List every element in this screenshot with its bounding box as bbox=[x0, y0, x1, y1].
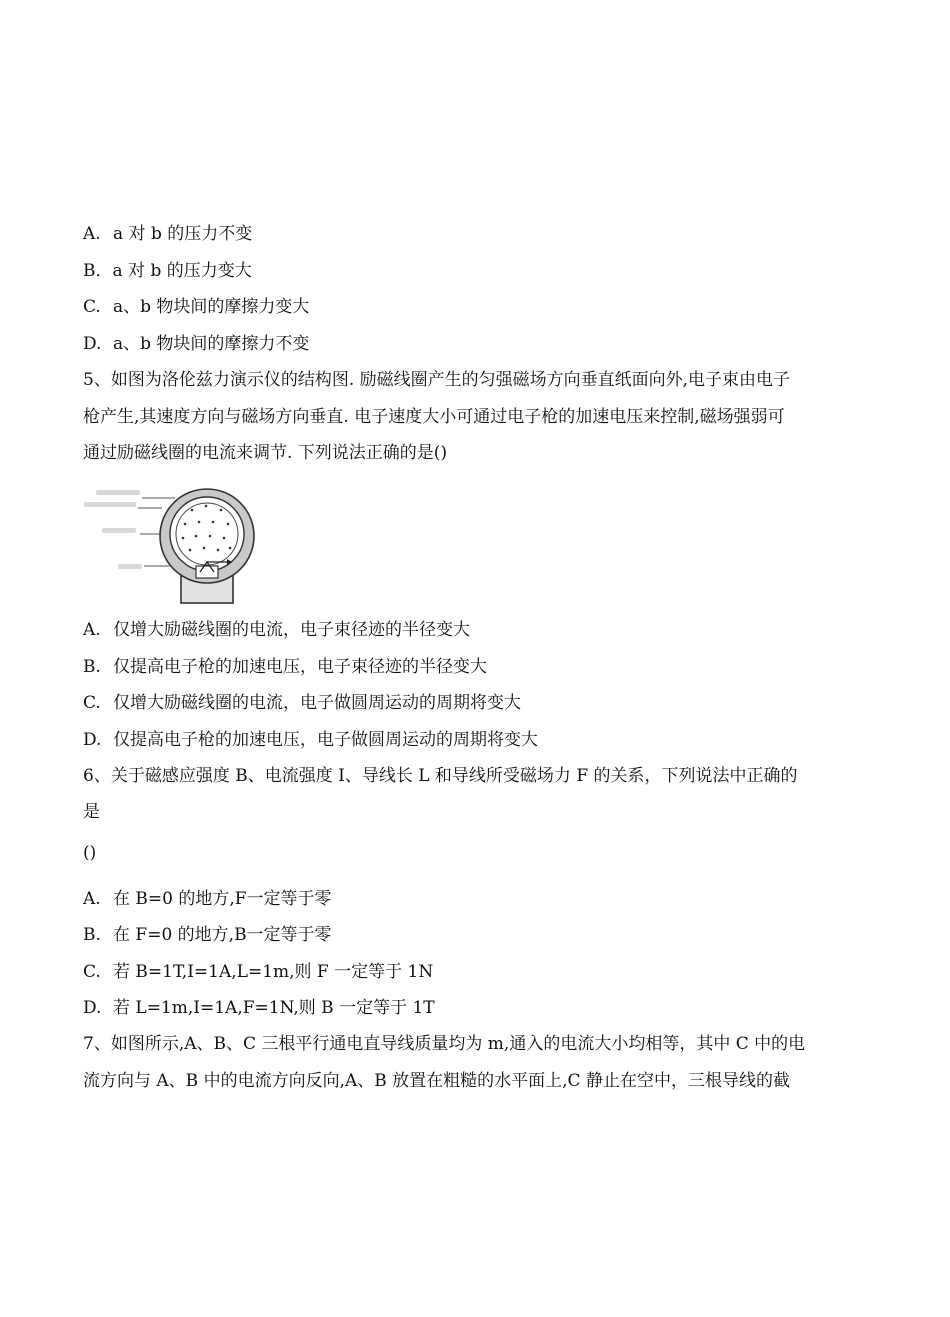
option-text: a 对 b 的压力不变 bbox=[113, 224, 253, 244]
q4-option-d bbox=[83, 333, 309, 355]
option-letter: A. bbox=[83, 620, 101, 640]
option-letter: B. bbox=[83, 657, 101, 677]
q5-option-d bbox=[83, 729, 538, 751]
q6-option-a bbox=[83, 888, 332, 910]
bulb-neck bbox=[196, 566, 218, 578]
option-letter: A. bbox=[83, 889, 101, 909]
option-text: 若 B=1T,I=1A,L=1m,则 F 一定等于 1N bbox=[113, 962, 434, 982]
q4-option-b bbox=[83, 260, 252, 282]
q5-stem-line-2: 枪产生,其速度方向与磁场方向垂直. 电子速度大小可通过电子枪的加速电压来控制,磁场强弱可 bbox=[83, 407, 785, 427]
option-text: a、b 物块间的摩擦力变大 bbox=[113, 297, 310, 317]
option-letter: C. bbox=[83, 693, 101, 713]
option-text: 仅增大励磁线圈的电流，电子做圆周运动的周期将变大 bbox=[113, 693, 521, 713]
q7-stem-line-1: 7、如图所示,A、B、C 三根平行通电直导线质量均为 m,通入的电流大小均相等，其中 C 中的电 bbox=[83, 1034, 806, 1054]
option-text: 在 B=0 的地方,F一定等于零 bbox=[113, 889, 332, 909]
option-letter: A. bbox=[83, 224, 101, 244]
option-text: 仅提高电子枪的加速电压，电子束径迹的半径变大 bbox=[113, 657, 487, 677]
faded-labels bbox=[84, 490, 142, 569]
q5-option-b bbox=[83, 656, 487, 678]
q7-stem-line-2: 流方向与 A、B 中的电流方向反向,A、B 放置在粗糙的水平面上,C 静止在空中，三根导线的截 bbox=[83, 1071, 790, 1091]
q6-option-c bbox=[83, 961, 433, 983]
option-letter: B. bbox=[83, 925, 101, 945]
option-text: 在 F=0 的地方,B一定等于零 bbox=[113, 925, 332, 945]
q5-option-a bbox=[83, 619, 470, 641]
option-letter: D. bbox=[83, 334, 102, 354]
q6-stem-line-1: 6、关于磁感应强度 B、电流强度 I、导线长 L 和导线所受磁场力 F 的关系，下列说法中正确的 bbox=[83, 766, 798, 786]
demonstrator-diagram bbox=[82, 484, 272, 606]
option-text: a、b 物块间的摩擦力不变 bbox=[113, 334, 310, 354]
lorentz-demonstrator-figure bbox=[82, 484, 272, 606]
q6-option-b bbox=[83, 924, 332, 946]
q4-option-a bbox=[83, 223, 252, 245]
option-text: 仅提高电子枪的加速电压，电子做圆周运动的周期将变大 bbox=[113, 730, 538, 750]
option-letter: B． bbox=[83, 261, 113, 281]
glass-bulb bbox=[170, 497, 244, 571]
q4-option-c bbox=[83, 296, 309, 318]
option-letter: D. bbox=[83, 730, 102, 750]
q6-stem-line-3: () bbox=[83, 843, 97, 863]
option-letter: C. bbox=[83, 297, 101, 317]
q5-option-c bbox=[83, 692, 521, 714]
option-letter: C. bbox=[83, 962, 101, 982]
option-text: a 对 b 的压力变大 bbox=[112, 261, 252, 281]
q5-stem-line-3: 通过励磁线圈的电流来调节. 下列说法正确的是() bbox=[83, 443, 448, 463]
q5-stem-line-1: 5、如图为洛伦兹力演示仪的结构图. 励磁线圈产生的匀强磁场方向垂直纸面向外,电子束由电子 bbox=[83, 370, 791, 390]
option-text: 若 L=1m,I=1A,F=1N,则 B 一定等于 1T bbox=[113, 998, 435, 1018]
q6-stem-line-2: 是 bbox=[83, 802, 100, 822]
option-letter: D. bbox=[83, 998, 102, 1018]
q6-option-d bbox=[83, 997, 435, 1019]
option-text: 仅增大励磁线圈的电流，电子束径迹的半径变大 bbox=[113, 620, 470, 640]
